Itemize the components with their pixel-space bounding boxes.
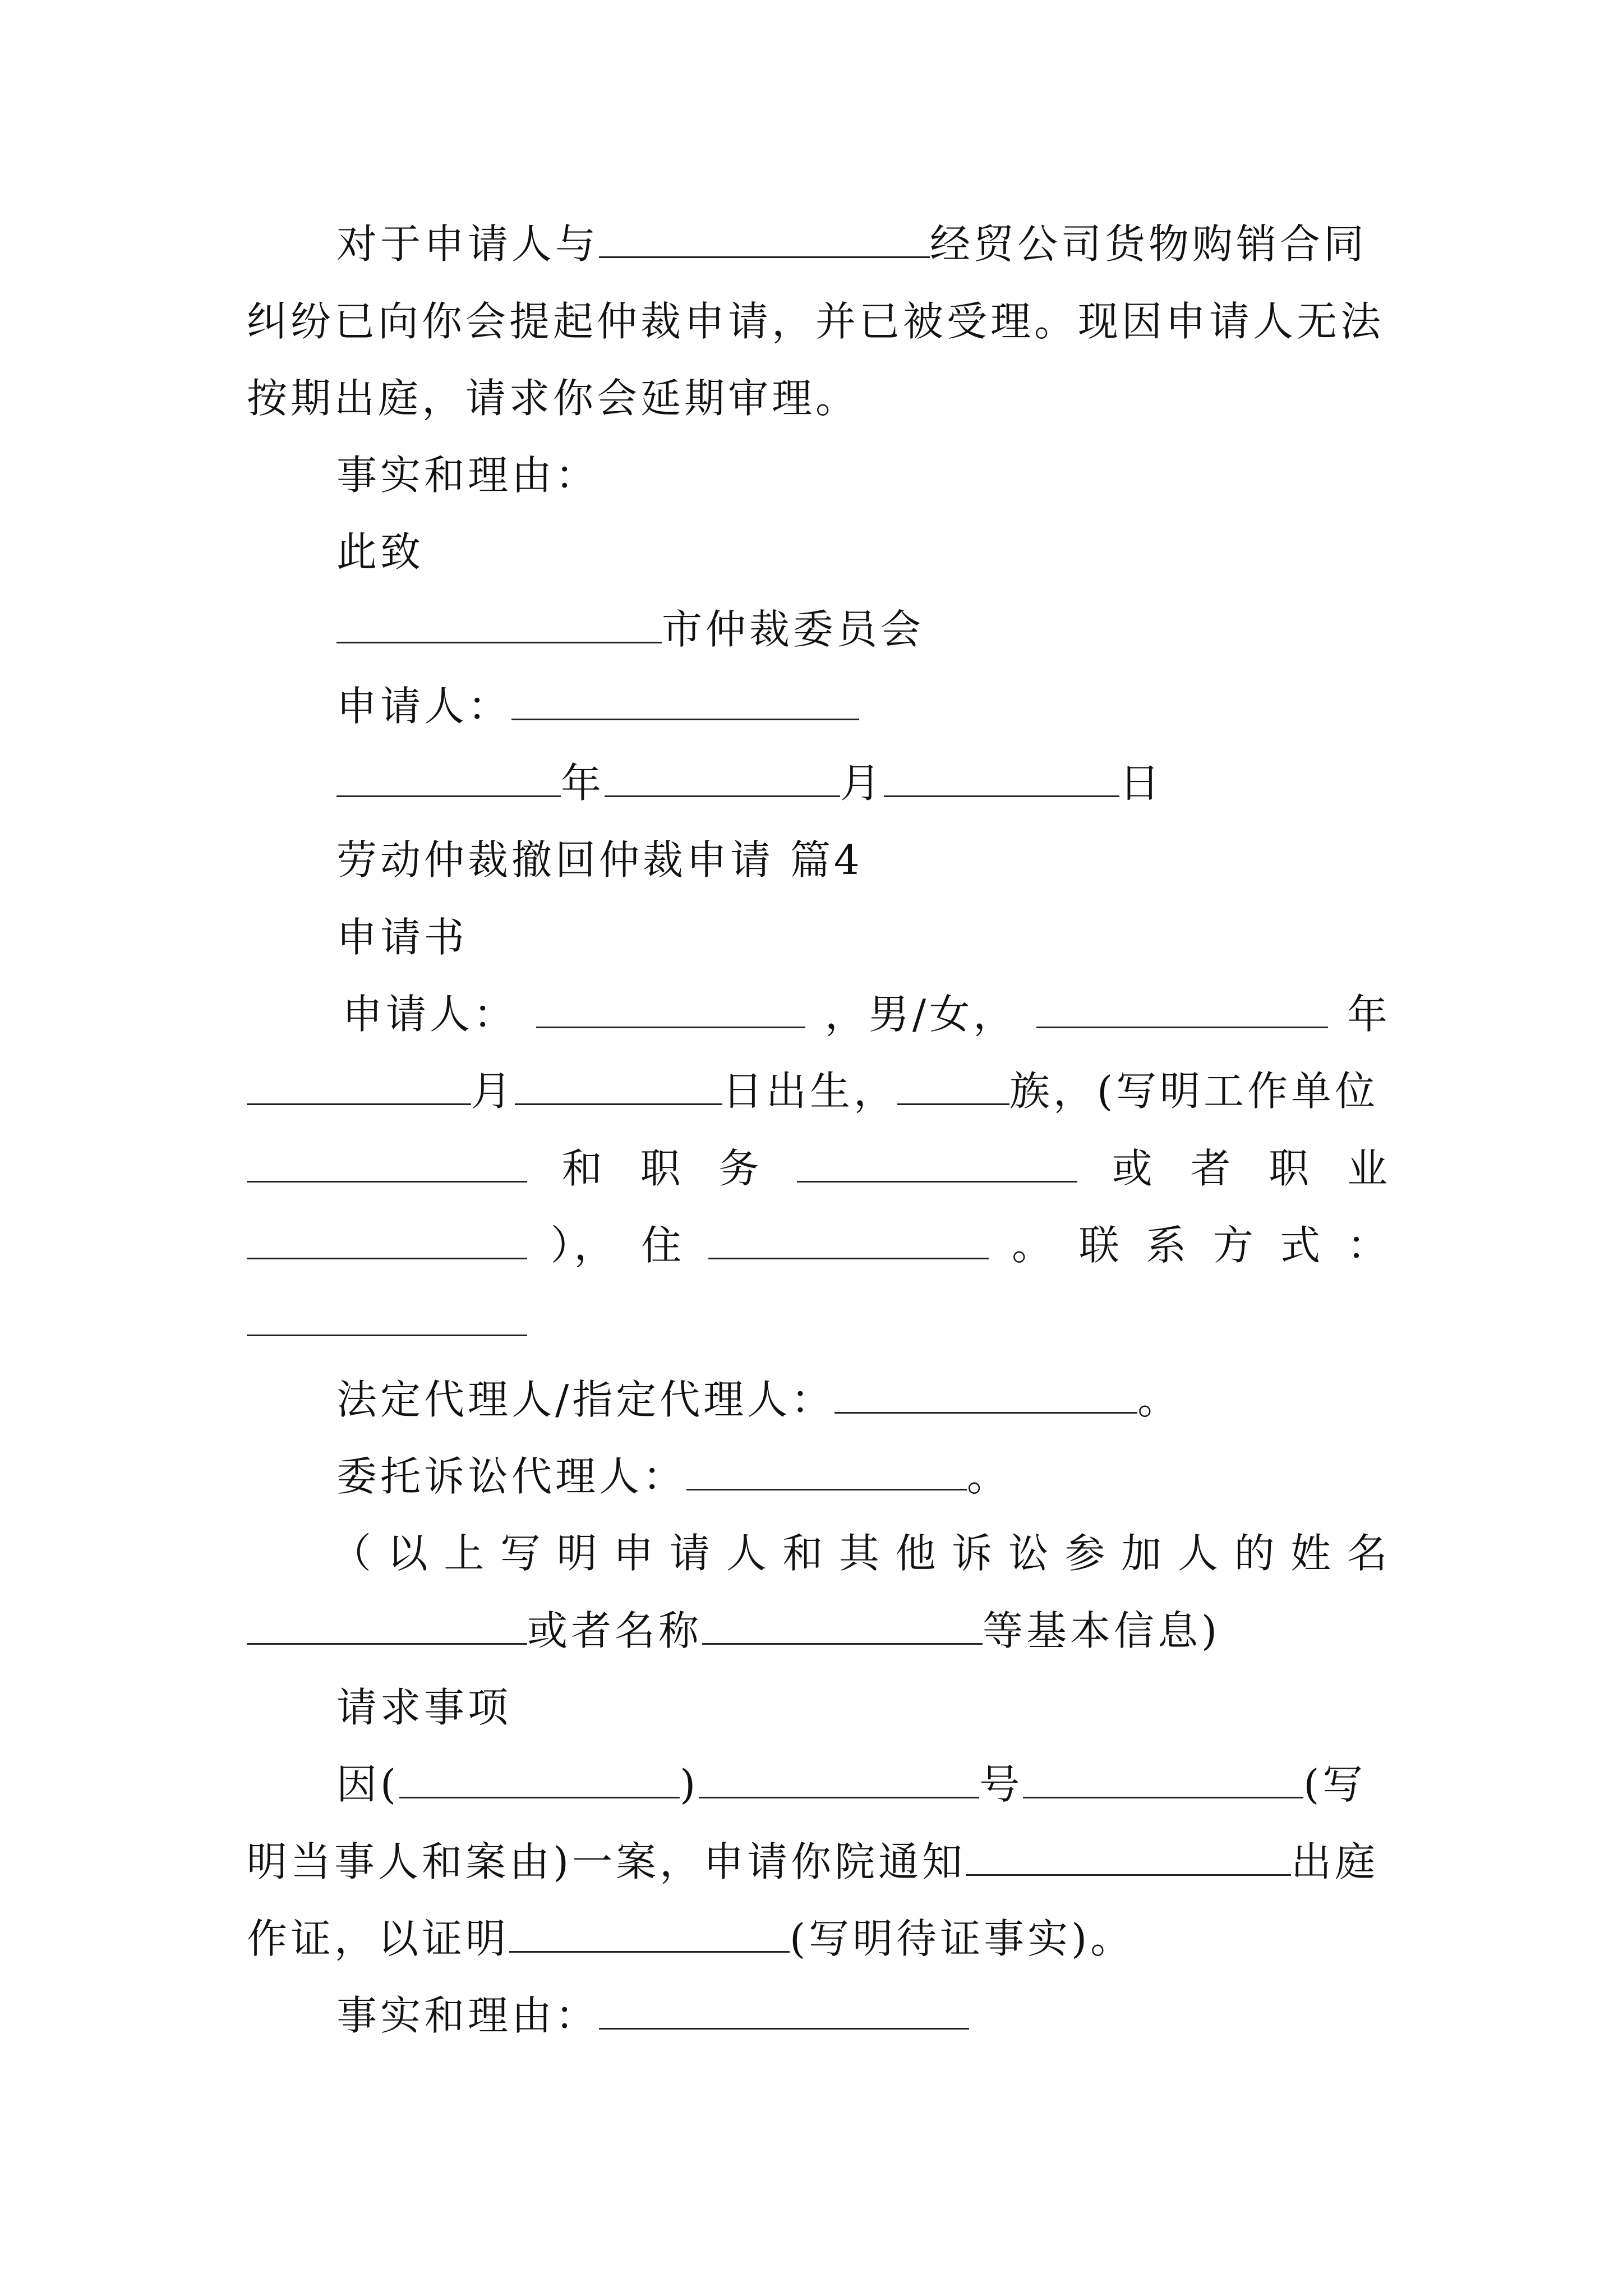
text: 申请人：: [336, 683, 512, 730]
text: 。: [967, 1453, 1011, 1500]
blank-birth-day: [515, 1068, 722, 1105]
text: 月: [471, 1068, 515, 1115]
text: 出庭: [1291, 1838, 1379, 1885]
blank-city: [336, 606, 662, 643]
paragraph-1-line-2: 纠纷已向你会提起仲裁申请，并已被受理。现因申请人无法: [247, 298, 1385, 345]
text: 日: [1119, 760, 1164, 807]
char: 以: [387, 1530, 431, 1577]
char: 和: [782, 1530, 827, 1577]
char: 讼: [1008, 1530, 1052, 1577]
request-line-1: [247, 1748, 1391, 1821]
blank-company: [599, 220, 930, 258]
char: 职: [1269, 1145, 1313, 1192]
request-line-3: [247, 1902, 1391, 1975]
paragraph-1-line-1: [247, 208, 1391, 280]
char: 请: [669, 1530, 713, 1577]
text: 法定代理人/指定代理人：: [336, 1376, 835, 1423]
char: 或: [1112, 1145, 1156, 1192]
char: 上: [444, 1530, 488, 1577]
char: 业: [1347, 1145, 1391, 1192]
char: 务: [718, 1145, 763, 1192]
char: 诉: [952, 1530, 996, 1577]
char: 明: [556, 1530, 601, 1577]
char: 参: [1064, 1530, 1109, 1577]
text: 。: [1137, 1376, 1182, 1423]
text: 年: [561, 760, 605, 807]
char: 加: [1121, 1530, 1165, 1577]
text: ，男/女，: [824, 991, 1017, 1038]
text: 申请人：: [342, 991, 518, 1038]
applicant-info-line-5: [247, 1286, 1391, 1359]
text: 因(: [336, 1761, 400, 1808]
text: 作证，以证明: [247, 1915, 510, 1962]
blank-ethnicity: [897, 1068, 1009, 1105]
text: 明当事人和案由)一案，申请你院通知: [247, 1838, 966, 1885]
char: （: [331, 1530, 375, 1577]
blank-prove: [509, 1915, 790, 1953]
text: (写: [1303, 1761, 1367, 1808]
blank-legal-agent: [834, 1376, 1137, 1414]
char: 式: [1280, 1222, 1324, 1269]
char: 他: [895, 1530, 939, 1577]
blank-case-number: [1023, 1761, 1303, 1798]
blank-day: [884, 760, 1119, 797]
blank-position: [797, 1145, 1077, 1182]
text: 事实和理由：: [336, 1992, 600, 2039]
blank-birth-year: [1036, 991, 1328, 1028]
section-heading: 劳动仲裁撤回仲裁申请 篇4: [336, 836, 863, 884]
text: (写明待证事实)。: [790, 1915, 1135, 1962]
blank-case-code: [699, 1761, 979, 1798]
blank-party-name: [247, 1607, 527, 1645]
facts-label-1: 事实和理由：: [336, 452, 600, 499]
blank-facts: [599, 1992, 969, 2030]
text: 经贸公司货物购销合同: [930, 220, 1368, 268]
char: 人: [1177, 1530, 1221, 1577]
legal-agent-line: [247, 1363, 1391, 1436]
blank-month: [605, 760, 840, 797]
char: 人: [726, 1530, 770, 1577]
char: 者: [1190, 1145, 1234, 1192]
char: 的: [1234, 1530, 1278, 1577]
text: 市仲裁委员会: [662, 606, 925, 653]
blank-year: [336, 760, 561, 797]
char: 申: [613, 1530, 657, 1577]
char: ），: [550, 1222, 618, 1269]
salutation: 此致: [336, 528, 425, 576]
text: 或者名称: [527, 1607, 703, 1654]
requests-label: 请求事项: [336, 1684, 512, 1731]
text: 族，(写明工作单位: [1009, 1068, 1379, 1115]
applicant-info-line-2: [247, 1055, 1391, 1128]
text: ): [680, 1761, 699, 1808]
text: 等基本信息): [983, 1607, 1221, 1654]
applicant-signature-line: [247, 670, 1391, 743]
char: 写: [500, 1530, 544, 1577]
blank-employer: [247, 1145, 527, 1182]
char: 其: [838, 1530, 883, 1577]
text: 日出生，: [722, 1068, 898, 1115]
blank-address: [708, 1222, 989, 1259]
blank-entrusted-agent: [686, 1453, 967, 1490]
applicant-info-line-4: [247, 1209, 1391, 1282]
request-line-2: [247, 1825, 1391, 1898]
char: 和: [561, 1145, 606, 1192]
blank-birth-month: [247, 1068, 471, 1105]
char: 。: [1012, 1222, 1056, 1269]
char: 住: [641, 1222, 685, 1269]
char: 名: [1347, 1530, 1391, 1577]
blank-party-title: [702, 1607, 983, 1645]
paragraph-1-line-3: 按期出庭，请求你会延期审理。: [247, 375, 860, 422]
blank-applicant: [511, 683, 859, 720]
char: ：: [1347, 1222, 1391, 1269]
text: 月: [840, 760, 884, 807]
blank-contact: [247, 1299, 527, 1336]
blank-occupation: [247, 1222, 527, 1259]
applicant-info-line-1: [247, 978, 1391, 1051]
text: 对于申请人与: [336, 220, 600, 268]
note-line-2: [247, 1594, 1391, 1667]
char: 联: [1078, 1222, 1123, 1269]
char: 方: [1212, 1222, 1257, 1269]
text: 委托诉讼代理人：: [336, 1453, 687, 1500]
facts-line-2: [247, 1979, 1391, 2052]
document-title: 申请书: [336, 914, 468, 961]
applicant-info-line-3: [247, 1132, 1391, 1205]
char: 姓: [1290, 1530, 1335, 1577]
blank-name: [536, 991, 805, 1028]
committee-line: [247, 593, 1391, 666]
entrusted-agent-line: [247, 1440, 1391, 1513]
char: 系: [1146, 1222, 1190, 1269]
text: 年: [1347, 991, 1391, 1038]
char: 职: [640, 1145, 684, 1192]
date-line: [247, 747, 1391, 820]
blank-witness: [966, 1838, 1291, 1876]
note-line-1: [247, 1517, 1391, 1590]
text: 号: [979, 1761, 1023, 1808]
blank-case-year: [399, 1761, 680, 1798]
